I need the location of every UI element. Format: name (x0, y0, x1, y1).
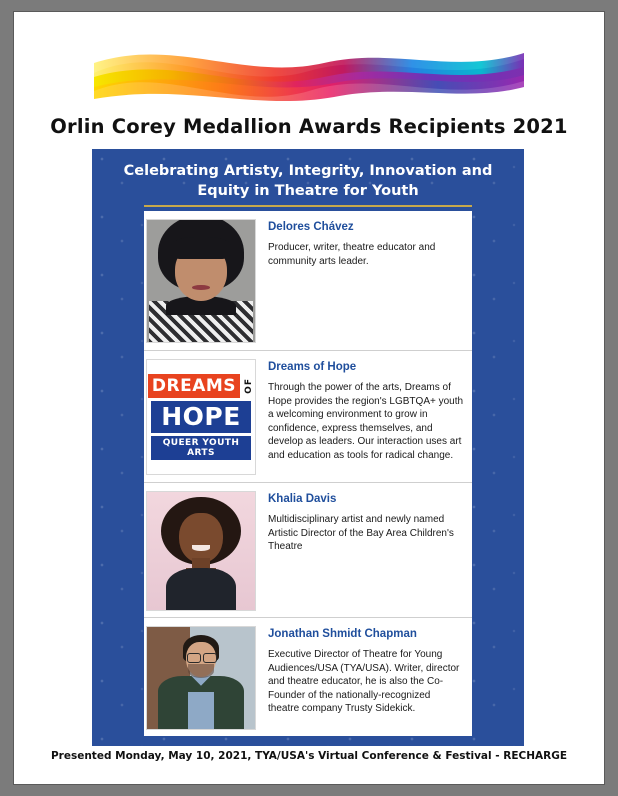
logo-tagline: QUEER YOUTH ARTS (151, 436, 251, 460)
portrait-jonathan-shmidt-chapman (146, 626, 256, 730)
recipient-text (256, 626, 472, 728)
recipient-text (256, 491, 472, 609)
panel-heading (122, 161, 494, 201)
logo-word-hope: HOPE (151, 401, 251, 433)
recipient-bio: Producer, writer, theatre educator and community arts leader. (268, 242, 436, 267)
recipient-bio: Multidisciplinary artist and newly named Artistic Director of the Bay Area Children's Theatre (268, 514, 454, 552)
recipient-text (256, 219, 472, 342)
recipient-name: Dreams of Hope (268, 361, 357, 373)
logo-word-of: OF (244, 378, 255, 394)
panel-heading-line-1: Celebrating Artisty, Integrity, Innovation and (123, 163, 493, 179)
logo-word-dreams: DREAMS (148, 374, 240, 398)
recipient-text (256, 359, 472, 474)
document-page (14, 12, 604, 784)
gold-divider-rule (144, 205, 472, 207)
recipient-bio: Executive Director of Theatre for Young Audiences/USA (TYA/USA). Writer, director and theatre educator, he is also the Co-Founder of the nationally-recognized theatre company Trusty Sidekick. (268, 649, 460, 714)
recipient-name: Khalia Davis (268, 493, 337, 505)
recipient-name: Delores Chávez (268, 221, 354, 233)
logo-dreams-of-hope (146, 359, 256, 475)
recipient-name: Jonathan Shmidt Chapman (268, 628, 417, 640)
recipient-bio: Through the power of the arts, Dreams of Hope provides the region's LGBTQA+ youth a welcoming environment to grow in confidence, express themselves, and develop as leaders. Our interaction uses art and education as tools for radical change. (268, 382, 464, 461)
panel-heading-line-2: Equity in Theatre for Youth (197, 183, 419, 199)
portrait-delores-chavez (146, 219, 256, 343)
blue-content-panel (92, 149, 524, 746)
page-title: Orlin Corey Medallion Awards Recipients 2021 (50, 115, 568, 138)
portrait-khalia-davis (146, 491, 256, 611)
recipients-list (144, 211, 472, 736)
list-item (144, 618, 472, 736)
list-item (144, 483, 472, 618)
footer-text: Presented Monday, May 10, 2021, TYA/USA's Virtual Conference & Festival - RECHARGE (50, 750, 568, 762)
rainbow-swoosh-graphic (94, 47, 524, 105)
list-item (144, 351, 472, 483)
list-item (144, 211, 472, 351)
